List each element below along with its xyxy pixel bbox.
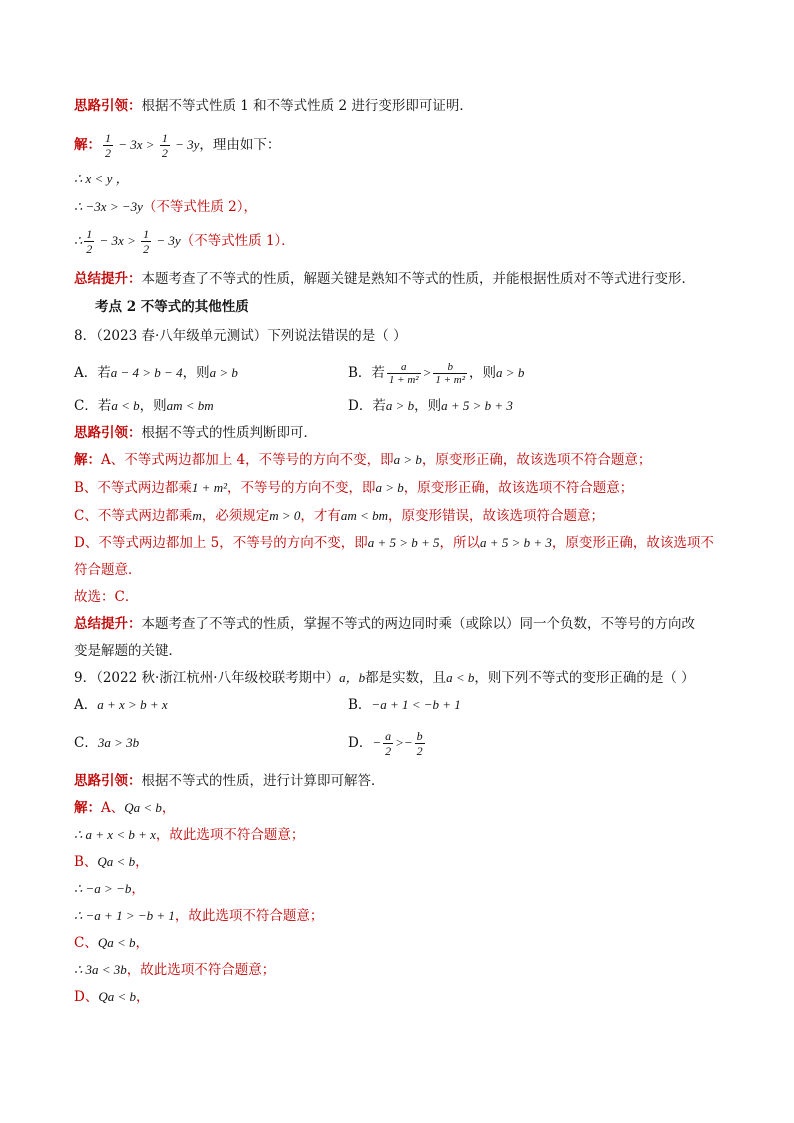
solve-tag: 解： xyxy=(74,137,101,153)
q8-option-a: A．若a − 4 > b − 4，则a > b xyxy=(74,365,238,381)
q8-option-c: C．若a < b，则am < bm xyxy=(74,398,214,414)
q8-solution-d: D、不等式两边都加上 5，不等号的方向不变，即a + 5 > b + 5，所以a + 5 > b + 3，原变形正确，故该选项不 xyxy=(74,535,714,551)
summary-tag: 总结提升： xyxy=(74,271,142,287)
q9-option-d: D．− $\frac{a}{2}$ >− $\frac{b}{2}$ xyxy=(348,729,423,758)
fraction-half-1: $\frac{1}{2}$ xyxy=(105,131,111,160)
q9-step-1: 解：A、Qa < b， xyxy=(74,800,176,816)
q9-step-3: B、Qa < b， xyxy=(74,854,149,870)
q8-hint: 思路引领：根据不等式的性质判断即可． xyxy=(74,425,317,441)
q8-summary-1: 总结提升：本题考查了不等式的性质，掌握不等式的两边同时乘（或除以）同一个负数，不等号的方向改 xyxy=(74,616,695,632)
fraction-half-2: $\frac{1}{2}$ xyxy=(161,131,168,160)
q8-solution-a: 解：A、不等式两边都加上 4，不等号的方向不变，即a > b，原变形正确，故该选项不符合题意； xyxy=(74,452,652,468)
q9-option-b: B．−a + 1 < −b + 1 xyxy=(348,697,461,713)
q8-summary-2: 变是解题的关键． xyxy=(74,643,182,659)
q8-solution-d-cont: 符合题意． xyxy=(74,562,142,578)
q8-solution-c: C、不等式两边都乘m，必须规定m > 0，才有am < bm，原变形错误，故该选项符合题意； xyxy=(74,508,604,524)
q9-option-a: A．a + x > b + x xyxy=(74,697,168,713)
step-x-less-y: ∴ x < y ， xyxy=(74,171,129,186)
q9-option-c: C．3a > 3b xyxy=(74,735,140,751)
summary-line-1: 总结提升：本题考查了不等式的性质，解题关键是熟知不等式的性质，并能根据性质对不等式进行变形． xyxy=(74,271,695,287)
hint-line-1 xyxy=(74,96,744,116)
hint-text: 根据不等式性质 1 和不等式性质 2 进行变形即可证明． xyxy=(141,98,473,114)
q8-choice: 故选：C． xyxy=(74,589,139,605)
q8-stem: 8．（2023 春·八年级单元测试）下列说法错误的是（ ） xyxy=(74,328,407,344)
hint-tag: 思路引领： xyxy=(74,98,142,114)
q9-step-6: C、Qa < b， xyxy=(74,935,150,951)
q8-solution-b: B、不等式两边都乘1 + m²，不等号的方向不变，即a > b，原变形正确，故该选项不符合题意； xyxy=(74,480,634,496)
q9-step-2: ∴ a + x < b + x，故此选项不符合题意； xyxy=(74,827,305,843)
q8-options-cd xyxy=(74,396,744,416)
solution-claim-line: 解： $\frac{1}{2}$ − 3x > $\frac{1}{2}$ − 3y，理由如下： xyxy=(74,131,281,160)
q9-stem: 9．（2022 秋·浙江杭州·八年级校联考期中）a，b都是实数，且a < b，则下列不等式的变形正确的是（ ） xyxy=(74,670,695,686)
step-add-half: ∴ $\frac{1}{2}$ − 3x > $\frac{1}{2}$ − 3y（不等式性质 1）． xyxy=(74,227,295,256)
q9-hint: 思路引领：根据不等式的性质，进行计算即可解答． xyxy=(74,773,385,789)
section-title: 考点 2 不等式的其他性质 xyxy=(95,299,249,315)
q9-step-7: ∴ 3a < 3b，故此选项不符合题意； xyxy=(74,962,276,978)
q9-step-4: ∴ −a > −b， xyxy=(74,881,145,897)
q9-options-ab xyxy=(74,695,744,715)
q9-step-5: ∴ −a + 1 > −b + 1，故此选项不符合题意； xyxy=(74,908,324,924)
q8-option-d: D．若a > b，则a + 5 > b + 3 xyxy=(348,398,513,414)
q9-options-cd xyxy=(74,728,744,758)
step-negative-3: ∴ −3x > −3y（不等式性质 2）， xyxy=(74,199,258,215)
q8-options-ab xyxy=(74,360,744,386)
q9-step-8: D、Qa < b， xyxy=(74,989,150,1005)
q8-option-b: B．若 $\frac{a}{\text{1 + m²}}$ > $\frac{b}{\text{1 + m²}}$ ，则a > b xyxy=(348,361,525,386)
